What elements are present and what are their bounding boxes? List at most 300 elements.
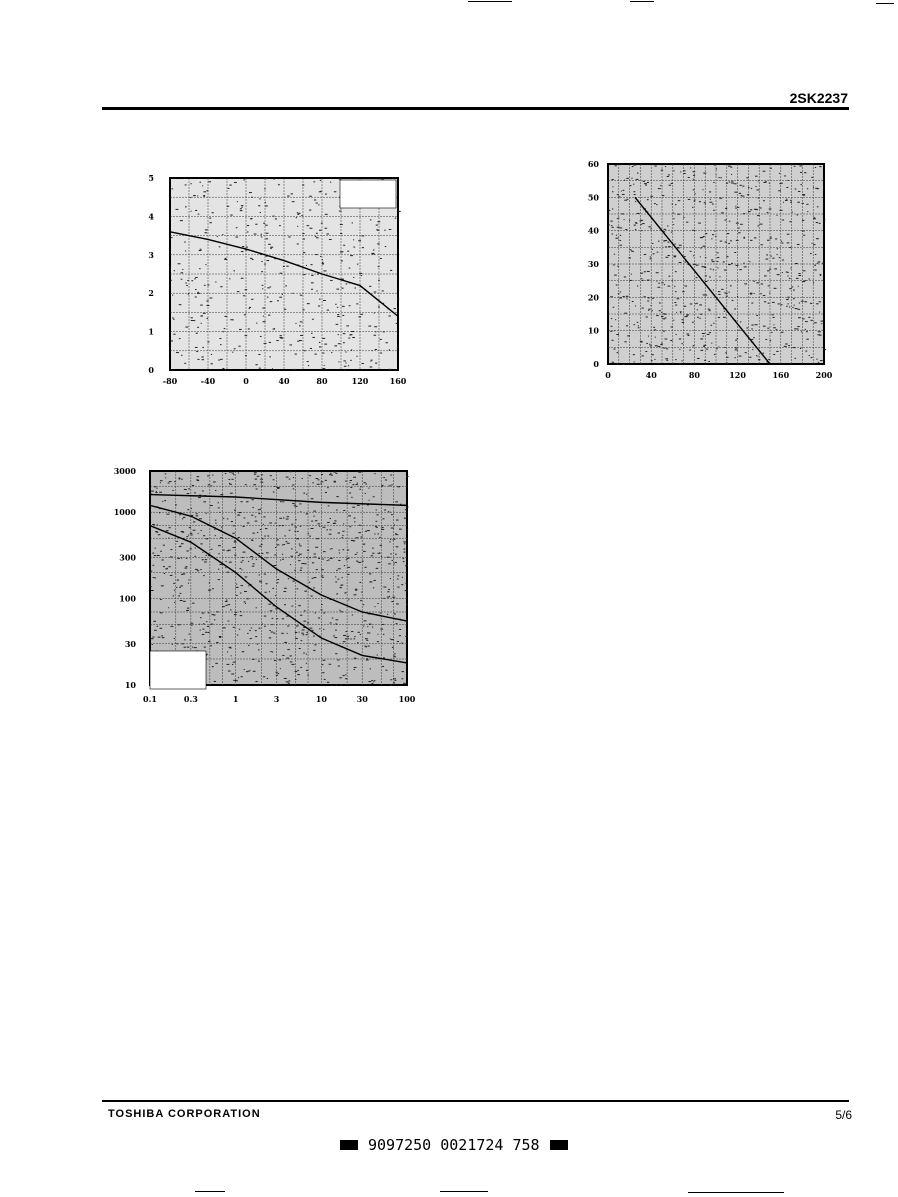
scan-speckle: [337, 314, 339, 315]
scan-speckle: [330, 549, 331, 550]
scan-speckle: [239, 629, 240, 630]
scan-speckle: [763, 295, 766, 296]
scan-speckle: [712, 261, 715, 262]
scan-speckle: [695, 303, 696, 304]
scan-speckle: [342, 315, 344, 316]
scan-speckle: [641, 224, 643, 225]
scan-speckle: [185, 206, 187, 207]
scan-speckle: [256, 323, 257, 324]
scan-speckle: [293, 477, 294, 478]
scan-speckle: [338, 334, 339, 335]
scan-speckle: [330, 280, 333, 281]
scan-speckle: [705, 233, 707, 234]
scan-speckle: [666, 360, 668, 361]
scan-speckle: [778, 303, 780, 304]
scan-speckle: [367, 632, 370, 633]
scan-speckle: [234, 555, 236, 556]
y-tick-label: 10: [587, 325, 599, 336]
scan-speckle: [661, 282, 663, 283]
scan-speckle: [164, 500, 166, 501]
scan-speckle: [292, 503, 294, 504]
scan-speckle: [743, 237, 745, 238]
scan-speckle: [731, 174, 732, 175]
scan-speckle: [351, 331, 354, 332]
scan-speckle: [171, 237, 172, 238]
scan-speckle: [726, 256, 728, 257]
scan-speckle: [667, 255, 669, 256]
scan-speckle: [181, 558, 182, 559]
scan-speckle: [283, 266, 285, 267]
scan-speckle: [314, 556, 316, 557]
scan-speckle: [787, 180, 788, 181]
scan-speckle: [697, 317, 699, 318]
scan-speckle: [700, 338, 703, 339]
scan-speckle: [165, 568, 168, 569]
scan-speckle: [782, 219, 784, 220]
scan-speckle: [354, 518, 356, 519]
scan-speckle: [819, 166, 821, 167]
scan-speckle: [724, 347, 725, 348]
scan-speckle: [818, 261, 821, 262]
scan-speckle: [234, 510, 236, 511]
scan-speckle: [325, 194, 327, 195]
scan-speckle: [265, 528, 268, 529]
scan-speckle: [681, 319, 683, 320]
scan-speckle: [790, 268, 791, 269]
scan-speckle: [231, 479, 233, 480]
scan-speckle: [817, 334, 820, 335]
scan-speckle: [650, 228, 651, 229]
scan-speckle: [726, 296, 728, 297]
scan-speckle: [791, 286, 793, 287]
scan-speckle: [191, 625, 193, 626]
scan-speckle: [369, 624, 372, 625]
scan-speckle: [330, 473, 331, 474]
scan-speckle: [695, 193, 696, 194]
scan-speckle: [311, 275, 313, 276]
scan-speckle: [164, 573, 165, 574]
scan-speckle: [372, 627, 373, 628]
scan-speckle: [740, 224, 743, 225]
scan-speckle: [276, 672, 278, 673]
scan-speckle: [170, 556, 173, 557]
scan-speckle: [250, 258, 252, 259]
scan-speckle: [627, 335, 630, 336]
scan-speckle: [165, 473, 167, 474]
scan-speckle: [286, 681, 289, 682]
scan-speckle: [174, 602, 175, 603]
scan-speckle: [675, 359, 676, 360]
scan-speckle: [390, 679, 392, 680]
scan-speckle: [390, 539, 391, 540]
scan-speckle: [674, 286, 675, 287]
scan-speckle: [668, 286, 671, 287]
scan-speckle: [202, 491, 204, 492]
scan-speckle: [150, 493, 151, 494]
scan-speckle: [195, 289, 197, 290]
scan-speckle: [309, 228, 312, 229]
scan-speckle: [316, 237, 319, 238]
scan-speckle: [693, 171, 696, 172]
scan-speckle: [234, 182, 237, 183]
scan-speckle: [241, 569, 242, 570]
scan-speckle: [168, 607, 169, 608]
company-name: TOSHIBA CORPORATION: [108, 1108, 261, 1120]
scan-speckle: [787, 303, 788, 304]
scan-speckle: [275, 547, 276, 548]
scan-speckle: [345, 351, 346, 352]
scan-speckle: [780, 210, 783, 211]
scan-speckle: [702, 189, 703, 190]
scan-speckle: [346, 636, 349, 637]
scan-speckle: [809, 355, 810, 356]
scan-speckle: [269, 630, 270, 631]
scan-speckle: [371, 360, 373, 361]
scan-speckle: [615, 165, 617, 166]
scan-speckle: [186, 285, 188, 286]
scan-speckle: [195, 296, 197, 297]
scan-speckle: [268, 244, 271, 245]
scan-speckle: [750, 240, 752, 241]
scan-speckle: [710, 325, 712, 326]
scan-speckle: [802, 203, 804, 204]
scan-speckle: [620, 245, 622, 246]
scan-speckle: [693, 179, 694, 180]
scan-speckle: [203, 535, 205, 536]
scan-speckle: [280, 338, 283, 339]
scan-speckle: [274, 486, 275, 487]
scan-speckle: [248, 645, 250, 646]
scan-speckle: [241, 278, 244, 279]
scan-speckle: [307, 550, 309, 551]
scan-speckle: [395, 533, 396, 534]
scan-speckle: [306, 265, 307, 266]
scan-speckle: [743, 213, 745, 214]
scan-speckle: [229, 185, 231, 186]
scan-speckle: [242, 246, 244, 247]
scan-speckle: [244, 314, 246, 315]
scan-speckle: [654, 329, 656, 330]
scan-speckle: [154, 555, 156, 556]
scan-speckle: [380, 339, 382, 340]
scan-speckle: [646, 343, 648, 344]
scan-speckle: [304, 350, 306, 351]
scan-speckle: [218, 507, 220, 508]
scan-speckle: [750, 294, 752, 295]
scan-speckle: [610, 296, 613, 297]
scan-speckle: [644, 183, 647, 184]
scan-speckle: [235, 612, 237, 613]
scan-speckle: [736, 223, 739, 224]
barcode-block-left: [340, 1140, 358, 1150]
scan-speckle: [240, 562, 242, 563]
y-tick-label: 1: [148, 326, 154, 337]
scan-speckle: [162, 559, 164, 560]
scan-speckle: [188, 535, 189, 536]
scan-speckle: [289, 344, 292, 345]
header-rule: [102, 107, 849, 110]
scan-speckle: [353, 540, 356, 541]
scan-speckle: [158, 534, 161, 535]
scan-speckle: [271, 624, 272, 625]
scan-speckle: [182, 573, 185, 574]
scan-speckle: [767, 270, 770, 271]
scan-speckle: [663, 313, 665, 314]
scan-speckle: [731, 183, 734, 184]
scan-speckle: [806, 204, 808, 205]
scan-speckle: [343, 333, 346, 334]
scan-speckle: [381, 485, 383, 486]
scan-speckle: [249, 307, 251, 308]
scan-speckle: [273, 491, 275, 492]
scan-speckle: [361, 536, 363, 537]
scan-speckle: [727, 233, 730, 234]
scan-speckle: [734, 252, 736, 253]
scan-speckle: [318, 204, 319, 205]
scan-speckle: [767, 328, 769, 329]
scan-speckle: [190, 533, 192, 534]
scan-speckle: [720, 241, 722, 242]
scan-speckle: [742, 186, 744, 187]
scan-speckle: [405, 583, 407, 584]
scan-speckle: [357, 483, 358, 484]
scan-speckle: [786, 271, 788, 272]
scan-speckle: [184, 568, 187, 569]
scan-speckle: [251, 499, 253, 500]
scan-speckle: [258, 354, 260, 355]
scan-speckle: [182, 269, 183, 270]
scan-speckle: [271, 632, 274, 633]
scan-speckle: [642, 280, 644, 281]
scan-speckle: [291, 524, 293, 525]
scan-speckle: [265, 225, 268, 226]
scan-speckle: [751, 328, 753, 329]
scan-speckle: [798, 317, 801, 318]
scan-speckle: [279, 518, 282, 519]
scan-speckle: [347, 567, 350, 568]
scan-speckle: [318, 617, 320, 618]
scan-speckle: [192, 603, 194, 604]
scan-speckle: [797, 309, 800, 310]
scan-speckle: [306, 663, 307, 664]
capacitance-vds-chart: [100, 445, 430, 745]
scan-speckle: [287, 633, 288, 634]
scan-speckle: [267, 678, 268, 679]
scan-speckle: [303, 493, 305, 494]
scan-speckle: [377, 221, 380, 222]
scan-speckle: [699, 318, 700, 319]
scan-speckle: [269, 591, 270, 592]
scan-speckle: [213, 481, 216, 482]
scan-speckle: [646, 316, 648, 317]
scan-speckle: [776, 329, 778, 330]
scan-speckle: [230, 493, 233, 494]
scan-speckle: [288, 680, 290, 681]
scan-speckle: [813, 282, 814, 283]
scan-speckle: [679, 338, 681, 339]
scan-speckle: [343, 342, 345, 343]
scan-speckle: [176, 209, 179, 210]
x-tick-label: 10: [315, 694, 327, 704]
scan-speckle: [708, 309, 711, 310]
scan-speckle: [641, 341, 643, 342]
scan-speckle: [777, 274, 780, 275]
x-tick-label: 200: [815, 370, 833, 380]
scan-speckle: [179, 587, 181, 588]
scan-speckle: [174, 590, 175, 591]
scan-speckle: [810, 253, 812, 254]
scan-speckle: [249, 308, 250, 309]
scan-speckle: [713, 182, 714, 183]
scan-speckle: [368, 326, 371, 327]
scan-speckle: [259, 581, 262, 582]
scan-speckle: [709, 310, 711, 311]
scan-speckle: [346, 283, 348, 284]
scan-speckle: [206, 555, 207, 556]
scan-speckle: [292, 201, 295, 202]
scan-speckle: [190, 548, 192, 549]
scan-speckle: [718, 291, 720, 292]
scan-speckle: [341, 260, 343, 261]
scan-speckle: [725, 220, 727, 221]
scan-speckle: [332, 618, 334, 619]
scan-speckle: [190, 183, 191, 184]
scan-speckle: [341, 537, 343, 538]
scan-speckle: [310, 264, 312, 265]
scan-speckle: [664, 339, 667, 340]
scan-speckle: [754, 237, 757, 238]
scan-speckle: [723, 261, 725, 262]
scan-speckle: [188, 579, 189, 580]
scan-speckle: [252, 558, 253, 559]
scan-speckle: [690, 303, 693, 304]
scan-speckle: [224, 328, 226, 329]
scan-speckle: [292, 293, 293, 294]
scan-speckle: [739, 269, 741, 270]
scan-speckle: [295, 671, 298, 672]
scan-speckle: [254, 474, 256, 475]
scan-speckle: [178, 478, 180, 479]
scan-speckle: [176, 352, 179, 353]
scan-speckle: [357, 552, 358, 553]
scan-speckle: [654, 203, 656, 204]
scan-speckle: [206, 513, 207, 514]
scan-speckle: [204, 232, 207, 233]
scan-speckle: [758, 198, 759, 199]
scan-speckle: [157, 555, 160, 556]
scan-speckle: [735, 208, 737, 209]
scan-speckle: [390, 685, 392, 686]
scan-speckle: [739, 193, 741, 194]
scan-speckle: [325, 228, 328, 229]
scan-speckle: [207, 626, 209, 627]
scan-speckle: [263, 316, 264, 317]
scan-speckle: [246, 671, 248, 672]
scan-speckle: [336, 593, 338, 594]
scan-speckle: [359, 273, 362, 274]
scan-speckle: [363, 551, 366, 552]
scan-speckle: [287, 196, 289, 197]
scan-speckle: [311, 333, 312, 334]
scan-speckle: [227, 572, 229, 573]
scan-speckle: [264, 626, 266, 627]
scan-speckle: [821, 323, 822, 324]
scan-speckle: [258, 513, 260, 514]
scan-speckle: [634, 194, 636, 195]
scan-speckle: [203, 575, 205, 576]
scan-speckle: [255, 521, 258, 522]
scan-speckle: [154, 486, 156, 487]
scan-speckle: [238, 472, 239, 473]
scan-speckle: [795, 358, 797, 359]
scan-speckle: [398, 575, 400, 576]
scan-speckle: [170, 626, 173, 627]
scan-speckle: [814, 265, 816, 266]
scan-speckle: [618, 218, 619, 219]
scan-speckle: [264, 188, 265, 189]
scan-speckle: [618, 196, 620, 197]
scan-speckle: [740, 321, 741, 322]
scan-speckle: [389, 541, 390, 542]
scan-speckle: [215, 663, 218, 664]
scan-speckle: [267, 297, 269, 298]
scan-speckle: [401, 584, 403, 585]
scan-speckle: [262, 288, 263, 289]
scan-speckle: [802, 281, 805, 282]
scan-speckle: [294, 570, 296, 571]
scan-speckle: [272, 368, 273, 369]
scan-speckle: [227, 518, 228, 519]
scan-speckle: [152, 553, 154, 554]
scan-speckle: [233, 662, 236, 663]
scan-speckle: [286, 266, 288, 267]
scan-speckle: [750, 209, 752, 210]
scan-speckle: [373, 681, 374, 682]
scan-speckle: [654, 359, 655, 360]
scan-speckle: [714, 165, 716, 166]
scan-speckle: [312, 337, 315, 338]
scan-speckle: [385, 246, 386, 247]
scan-speckle: [770, 340, 771, 341]
scan-speckle: [617, 266, 618, 267]
scan-speckle: [299, 648, 301, 649]
scan-speckle: [703, 336, 704, 337]
scan-speckle: [802, 194, 805, 195]
scan-speckle: [370, 581, 371, 582]
scan-speckle: [340, 684, 342, 685]
x-tick-label: -80: [162, 376, 178, 386]
scan-speckle: [819, 312, 820, 313]
scan-speckle: [291, 548, 293, 549]
scan-speckle: [380, 612, 381, 613]
scan-speckle: [686, 222, 688, 223]
scan-speckle: [209, 589, 212, 590]
scan-speckle: [229, 483, 230, 484]
scan-speckle: [299, 325, 301, 326]
scan-speckle: [611, 318, 612, 319]
scan-speckle: [351, 349, 352, 350]
scan-speckle: [377, 634, 378, 635]
scan-speckle: [724, 270, 726, 271]
scan-speckle: [302, 478, 303, 479]
scan-speckle: [225, 567, 226, 568]
scan-speckle: [248, 328, 250, 329]
scan-speckle: [789, 247, 791, 248]
scan-speckle: [366, 659, 369, 660]
scan-speckle: [671, 183, 673, 184]
scan-speckle: [284, 678, 287, 679]
scan-speckle: [365, 493, 366, 494]
